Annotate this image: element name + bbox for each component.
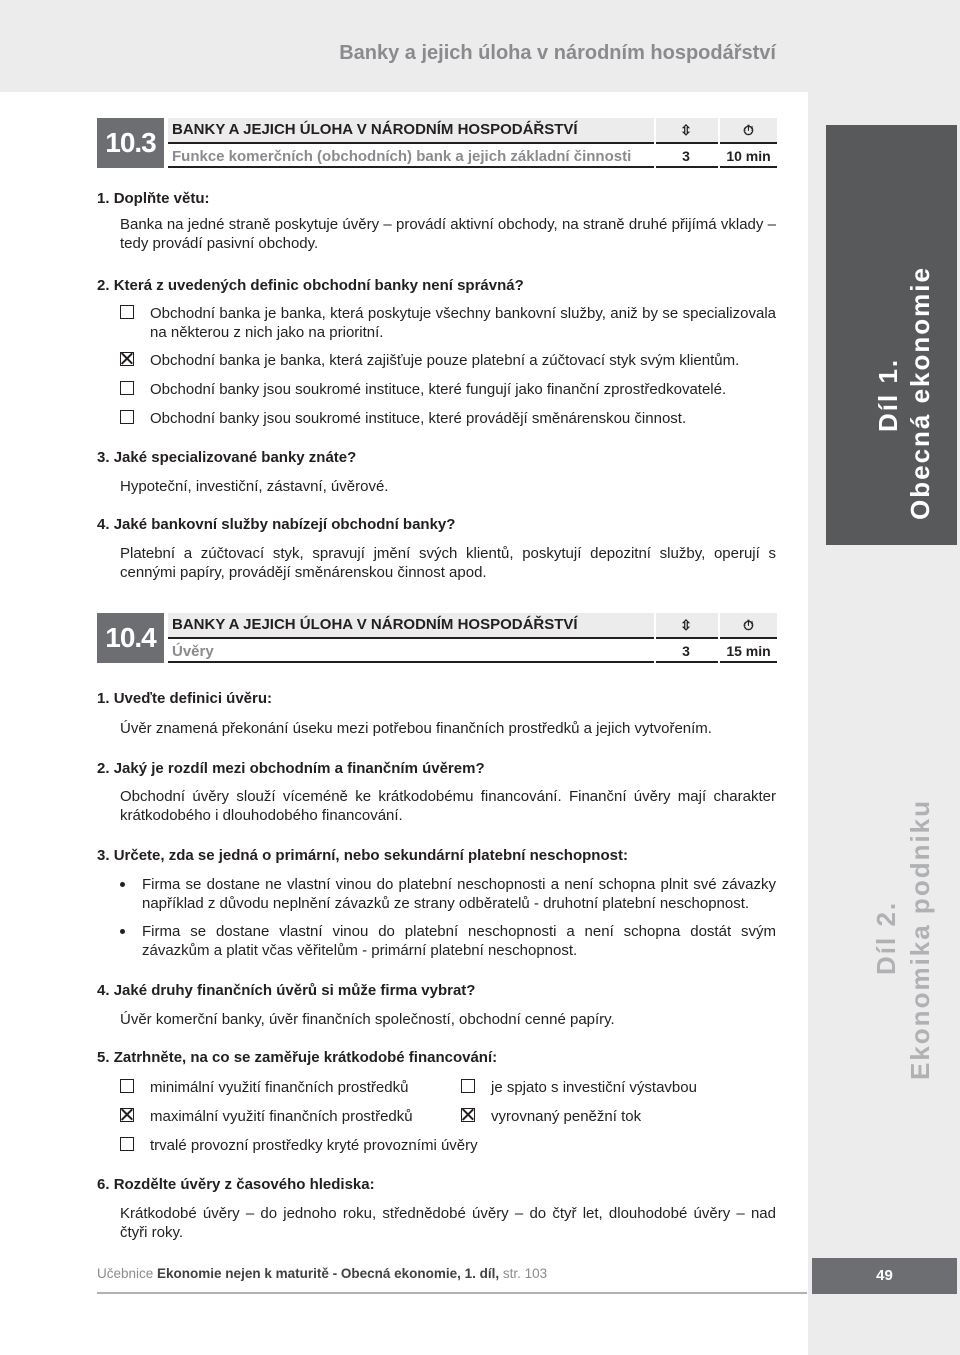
checkbox[interactable] (461, 1079, 475, 1093)
answer-text: Krátkodobé úvěry – do jednoho roku, střednědobé úvěry – do čtyř let, dlouhodobé úvěry – nad čtyři roky. (120, 1205, 776, 1241)
option-label: vyrovnaný peněžní tok (491, 1108, 642, 1125)
clock-icon: ⏱ (743, 122, 754, 138)
checkbox[interactable] (120, 1079, 134, 1093)
question: 2. Která z uvedených definic obchodní banky není správná? (97, 277, 524, 294)
divider (168, 166, 777, 168)
bullet-text: Firma se dostane ne vlastní vinou do platební neschopnosti a není schopna plnit své závazky například z důvodu neplnění závazků ze strany odběratelů - druhotní platební neschopnost. (142, 876, 776, 912)
question: 5. Zatrhněte, na co se zaměřuje krátkodobé financování: (97, 1049, 498, 1066)
question: 4. Jaké druhy finančních úvěrů si může firma vybrat? (97, 982, 476, 999)
question: 4. Jaké bankovní služby nabízejí obchodní banky? (97, 516, 456, 533)
chapter-title: Banky a jejich úloha v národním hospodářství (339, 42, 776, 64)
answer-text: Platební a zúčtovací styk, spravují jmění svých klientů, poskytují depozitní služby, operují s cennými papíry, provádějí směnárenskou činnost apod. (120, 545, 776, 581)
checkbox-checked[interactable] (461, 1108, 475, 1122)
footer-page-ref: str. 103 (502, 1266, 548, 1281)
bullet-text: Firma se dostane vlastní vinou do platební neschopnosti a není schopna dostát svým závazkům a platit včas věřitelům - primární platební neschopnost. (142, 923, 776, 959)
option-label: minimální využití finančních prostředků (150, 1079, 409, 1096)
section-number: 10.4 (97, 613, 164, 663)
section-subtitle-row (168, 639, 777, 663)
section-title-row (168, 118, 777, 142)
divider (168, 637, 777, 639)
section-header-10-4 (97, 613, 777, 663)
question: 3. Určete, zda se jedná o primární, nebo sekundární platební neschopnost: (97, 847, 628, 864)
part1-subtitle: Obecná ekonomie (905, 266, 935, 520)
divider (168, 661, 777, 663)
difficulty-value: 3 (682, 643, 690, 659)
section-title: BANKY A JEJICH ÚLOHA V NÁRODNÍM HOSPODÁŘSTVÍ (172, 121, 578, 138)
section-header-10-3 (97, 118, 777, 168)
section-title: BANKY A JEJICH ÚLOHA V NÁRODNÍM HOSPODÁŘSTVÍ (172, 616, 578, 633)
checkbox[interactable] (120, 381, 134, 395)
section-subtitle: Funkce komerčních (obchodních) bank a jejich základní činnosti (172, 148, 632, 165)
part1-label: Díl 1. (873, 357, 903, 432)
part1-tab (826, 125, 957, 545)
option-label: Obchodní banka je banka, která zajišťuje pouze platební a zúčtovací styk svým klientům. (150, 352, 740, 369)
checkbox[interactable] (120, 1137, 134, 1151)
section-subtitle: Úvěry (172, 643, 214, 660)
answer-text: Hypoteční, investiční, zástavní, úvěrové. (120, 478, 389, 495)
question: 2. Jaký je rozdíl mezi obchodním a finančním úvěrem? (97, 760, 485, 777)
answer-text: Banka na jedné straně poskytuje úvěry – provádí aktivní obchody, na straně druhé přijímá vklady – tedy provádí pasivní obchody. (120, 216, 776, 252)
time-value: 10 min (726, 148, 771, 164)
divider (654, 118, 656, 168)
option-label: maximální využití finančních prostředků (150, 1108, 413, 1125)
option-label: Obchodní banky jsou soukromé instituce, které fungují jako finanční zprostředkovatelé. (150, 381, 727, 398)
footer-citation (97, 1266, 547, 1281)
question: 1. Doplňte větu: (97, 190, 210, 207)
clock-icon: ⏱ (743, 617, 754, 633)
option-label: Obchodní banky jsou soukromé instituce, které provádějí směnárenskou činnost. (150, 410, 687, 427)
footer-prefix: Učebnice (97, 1266, 154, 1281)
answer-text: Úvěr znamená překonání úseku mezi potřebou finančních prostředků a jejich vytvořením. (120, 720, 712, 737)
section-title-row (168, 613, 777, 637)
top-bar (0, 0, 808, 92)
footer-divider (97, 1292, 807, 1294)
page-number: 49 (812, 1258, 957, 1294)
checkbox-checked[interactable] (120, 1108, 134, 1122)
checkbox-checked[interactable] (120, 352, 134, 366)
bullet-icon (120, 929, 125, 934)
time-value: 15 min (726, 643, 771, 659)
question: 6. Rozdělte úvěry z časového hlediska: (97, 1176, 375, 1193)
option-label: je spjato s investiční výstavbou (491, 1079, 697, 1096)
divider (654, 613, 656, 663)
option-label: Obchodní banka je banka, která poskytuje všechny bankovní služby, aniž by se specializovala na některou z nich jako na prioritní. (150, 305, 776, 341)
difficulty-icon: ⇳ (680, 122, 692, 138)
question: 3. Jaké specializované banky znáte? (97, 449, 357, 466)
answer-text: Obchodní úvěry slouží víceméně ke krátkodobému financování. Finanční úvěry mají charakter krátkodobého i dlouhodobého financování. (120, 788, 776, 824)
section-subtitle-row (168, 144, 777, 168)
divider (718, 118, 720, 168)
question: 1. Uveďte definici úvěru: (97, 690, 273, 707)
divider (168, 142, 777, 144)
difficulty-value: 3 (682, 148, 690, 164)
bullet-icon (120, 882, 125, 887)
difficulty-icon: ⇳ (680, 617, 692, 633)
divider (718, 613, 720, 663)
checkbox[interactable] (120, 410, 134, 424)
checkbox[interactable] (120, 305, 134, 319)
section-number: 10.3 (97, 118, 164, 168)
footer-book: Ekonomie nejen k maturitě - Obecná ekonomie, 1. díl, (157, 1266, 500, 1281)
answer-text: Úvěr komerční banky, úvěr finančních společností, obchodní cenné papíry. (120, 1011, 615, 1028)
option-label: trvalé provozní prostředky kryté provozními úvěry (150, 1137, 478, 1154)
part2-subtitle: Ekonomika podniku (905, 798, 935, 1080)
part2-label: Díl 2. (871, 900, 901, 975)
